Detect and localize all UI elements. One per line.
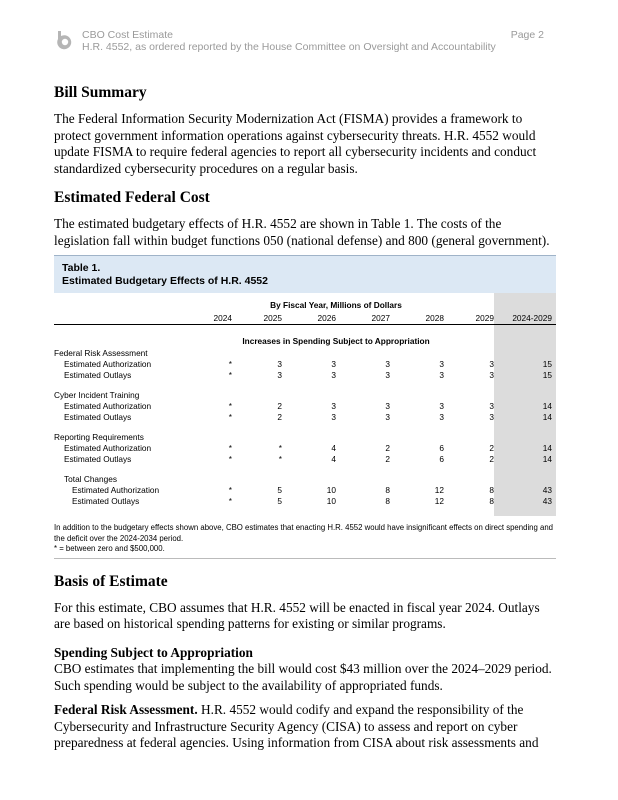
blank-cell: [282, 348, 336, 359]
value-cell: 3: [385, 370, 390, 380]
value-cell: 3: [331, 401, 336, 411]
header-doc-title: CBO Cost Estimate: [82, 29, 174, 41]
value-cell: *: [228, 443, 232, 453]
blank-cell: [336, 390, 390, 401]
value-cell: 2: [277, 412, 282, 422]
blank-cell: [282, 474, 336, 485]
header-page-number: Page 2: [510, 29, 544, 41]
total-col-cell: [494, 390, 556, 401]
value-cell: 10: [326, 485, 336, 495]
value-cell: 3: [489, 370, 494, 380]
blank-cell: [282, 432, 336, 443]
value-cell: 3: [331, 412, 336, 422]
blank-cell: [444, 432, 494, 443]
value-cell: *: [228, 412, 232, 422]
table-1: [54, 255, 556, 559]
section-heading: Increases in Spending Subject to Appropriation: [242, 336, 430, 346]
total-cell: 43: [494, 496, 556, 507]
value-cell: 3: [489, 359, 494, 369]
total-cell: 15: [494, 359, 556, 370]
year-header: 2026: [282, 313, 336, 325]
value-cell: 3: [439, 401, 444, 411]
group-heading-row: [54, 474, 556, 485]
total-col-cell: [494, 423, 556, 432]
table-notes: [54, 523, 556, 559]
row-label: Estimated Outlays: [72, 496, 140, 506]
group-name: Federal Risk Assessment: [54, 348, 148, 358]
group-name: Reporting Requirements: [54, 432, 144, 442]
value-cell: 2: [385, 443, 390, 453]
year-header: 2024-2029: [494, 313, 556, 325]
total-col-cell: [494, 348, 556, 359]
federal-cost-heading: Estimated Federal Cost: [54, 189, 210, 206]
value-cell: 4: [331, 443, 336, 453]
blank-cell: [54, 334, 178, 348]
fy-heading-row: [54, 293, 556, 313]
blank-cell: [390, 474, 444, 485]
value-cell: 12: [434, 496, 444, 506]
spacer-row: [54, 381, 556, 390]
blank-cell: [232, 432, 282, 443]
bill-summary-text: The Federal Information Security Modernization Act (FISMA) provides a framework to protect government information operations against cybersecurity threats. H.R. 4552 would update FISMA to require federal agencies to report all cybersecurity incidents and conduct standardized cybersecurity procedures on a regular basis.: [54, 111, 537, 176]
total-col-cell: [494, 325, 556, 335]
value-cell: 3: [385, 359, 390, 369]
table-row: [54, 401, 556, 412]
blank-cell: [282, 390, 336, 401]
value-cell: 5: [277, 496, 282, 506]
value-cell: *: [228, 485, 232, 495]
value-cell: 8: [489, 485, 494, 495]
page-content: [54, 84, 559, 764]
total-cell: 14: [494, 412, 556, 423]
value-cell: *: [278, 454, 282, 464]
blank-cell: [336, 348, 390, 359]
page-header: [54, 27, 554, 57]
table-row: [54, 412, 556, 423]
blank-cell: [54, 313, 178, 325]
total-cell: 14: [494, 401, 556, 412]
blank-cell: [178, 348, 232, 359]
blank-cell: [232, 390, 282, 401]
value-cell: 3: [439, 412, 444, 422]
total-col-cell: [494, 381, 556, 390]
blank-cell: [54, 325, 494, 335]
group-name: Total Changes: [64, 474, 118, 484]
spending-text: CBO estimates that implementing the bill would cost $43 million over the 2024–2029 period. Such spending would be subject to the availability of appropriated funds.: [54, 661, 552, 693]
cbo-logo-icon: [54, 30, 74, 50]
value-cell: 5: [277, 485, 282, 495]
row-label: Estimated Outlays: [64, 412, 132, 422]
basis-heading: Basis of Estimate: [54, 572, 168, 590]
blank-cell: [178, 390, 232, 401]
value-cell: 3: [331, 359, 336, 369]
table-row: [54, 496, 556, 507]
year-header: 2025: [232, 313, 282, 325]
value-cell: 2: [489, 454, 494, 464]
value-cell: 2: [385, 454, 390, 464]
blank-cell: [178, 432, 232, 443]
risk-text: H.R. 4552 would codify and expand the responsibility of the Cybersecurity and Infrastructure Security Agency (CISA) to assess and report on cyber preparedness at federal agencies. Using information from CISA about risk assessments and: [54, 702, 539, 750]
row-label: Estimated Outlays: [64, 370, 132, 380]
blank-cell: [232, 474, 282, 485]
blank-cell: [336, 474, 390, 485]
value-cell: 3: [439, 370, 444, 380]
section-heading-row: [54, 334, 556, 348]
table-row: [54, 443, 556, 454]
table-row: [54, 485, 556, 496]
spacer-row: [54, 507, 556, 516]
value-cell: 3: [331, 370, 336, 380]
table-row: [54, 370, 556, 381]
value-cell: 3: [277, 359, 282, 369]
spacer-row: [54, 325, 556, 335]
group-heading-row: [54, 348, 556, 359]
value-cell: 3: [439, 359, 444, 369]
value-cell: 6: [439, 454, 444, 464]
year-header: 2024: [178, 313, 232, 325]
year-header: 2029: [444, 313, 494, 325]
value-cell: *: [228, 496, 232, 506]
value-cell: 8: [385, 496, 390, 506]
blank-cell: [390, 432, 444, 443]
total-cell: 15: [494, 370, 556, 381]
year-header: 2028: [390, 313, 444, 325]
blank-cell: [54, 507, 494, 516]
total-cell: 14: [494, 454, 556, 465]
value-cell: 3: [489, 412, 494, 422]
blank-cell: [232, 348, 282, 359]
blank-cell: [54, 381, 494, 390]
row-label: Estimated Authorization: [64, 401, 152, 411]
group-heading-row: [54, 390, 556, 401]
blank-cell: [444, 348, 494, 359]
year-header: 2027: [336, 313, 390, 325]
total-cell: 43: [494, 485, 556, 496]
total-col-cell: [494, 293, 556, 313]
row-label: Estimated Authorization: [72, 485, 160, 495]
table-label: Table 1.: [62, 262, 101, 274]
risk-runin-heading: Federal Risk Assessment.: [54, 702, 198, 717]
basis-text: For this estimate, CBO assumes that H.R. 4552 will be enacted in fiscal year 2024. Outlays are based on historical spending patterns for existing or similar programs.: [54, 599, 540, 631]
table-row: [54, 359, 556, 370]
value-cell: 3: [385, 401, 390, 411]
total-col-cell: [494, 507, 556, 516]
table-title: Estimated Budgetary Effects of H.R. 4552: [62, 274, 268, 287]
blank-cell: [390, 390, 444, 401]
blank-cell: [54, 293, 178, 313]
row-label: Estimated Authorization: [64, 443, 152, 453]
year-header-row: [54, 313, 556, 325]
value-cell: *: [228, 401, 232, 411]
spacer-row: [54, 423, 556, 432]
group-name: Cyber Incident Training: [54, 390, 140, 400]
total-col-cell: [494, 465, 556, 474]
value-cell: *: [228, 359, 232, 369]
value-cell: 6: [439, 443, 444, 453]
value-cell: 3: [277, 370, 282, 380]
group-heading-row: [54, 432, 556, 443]
blank-cell: [390, 348, 444, 359]
spending-heading: Spending Subject to Appropriation: [54, 644, 253, 660]
blank-cell: [444, 390, 494, 401]
value-cell: *: [228, 454, 232, 464]
blank-cell: [336, 432, 390, 443]
row-label: Estimated Outlays: [64, 454, 132, 464]
total-col-cell: [494, 474, 556, 485]
federal-cost-text: The estimated budgetary effects of H.R. 4552 are shown in Table 1. The costs of the legislation fall within budget functions 050 (national defense) and 800 (general government).: [54, 216, 550, 248]
row-label: Estimated Authorization: [64, 359, 152, 369]
spacer-row: [54, 465, 556, 474]
total-cell: 14: [494, 443, 556, 454]
value-cell: 10: [326, 496, 336, 506]
blank-cell: [54, 423, 494, 432]
header-bill-subtitle: H.R. 4552, as ordered reported by the House Committee on Oversight and Accountability: [82, 41, 496, 53]
value-cell: 8: [385, 485, 390, 495]
value-cell: 4: [331, 454, 336, 464]
table-note-asterisk: * = between zero and $500,000.: [54, 544, 165, 553]
risk-paragraph: [54, 702, 559, 752]
blank-cell: [444, 474, 494, 485]
value-cell: 2: [489, 443, 494, 453]
budget-table: [54, 293, 556, 516]
fy-heading: By Fiscal Year, Millions of Dollars: [270, 300, 402, 310]
bill-summary-heading: Bill Summary: [54, 84, 147, 101]
value-cell: *: [228, 370, 232, 380]
table-title-block: [54, 256, 556, 293]
table-note-effects: In addition to the budgetary effects shown above, CBO estimates that enacting H.R. 4552 would have insignificant effects on direct spending and the deficit over the 2024-2034 period.: [54, 523, 554, 543]
value-cell: *: [278, 443, 282, 453]
blank-cell: [178, 474, 232, 485]
value-cell: 3: [385, 412, 390, 422]
table-row: [54, 454, 556, 465]
total-col-cell: [494, 432, 556, 443]
value-cell: 2: [277, 401, 282, 411]
value-cell: 12: [434, 485, 444, 495]
value-cell: 3: [489, 401, 494, 411]
value-cell: 8: [489, 496, 494, 506]
blank-cell: [54, 465, 494, 474]
total-col-cell: [494, 334, 556, 348]
